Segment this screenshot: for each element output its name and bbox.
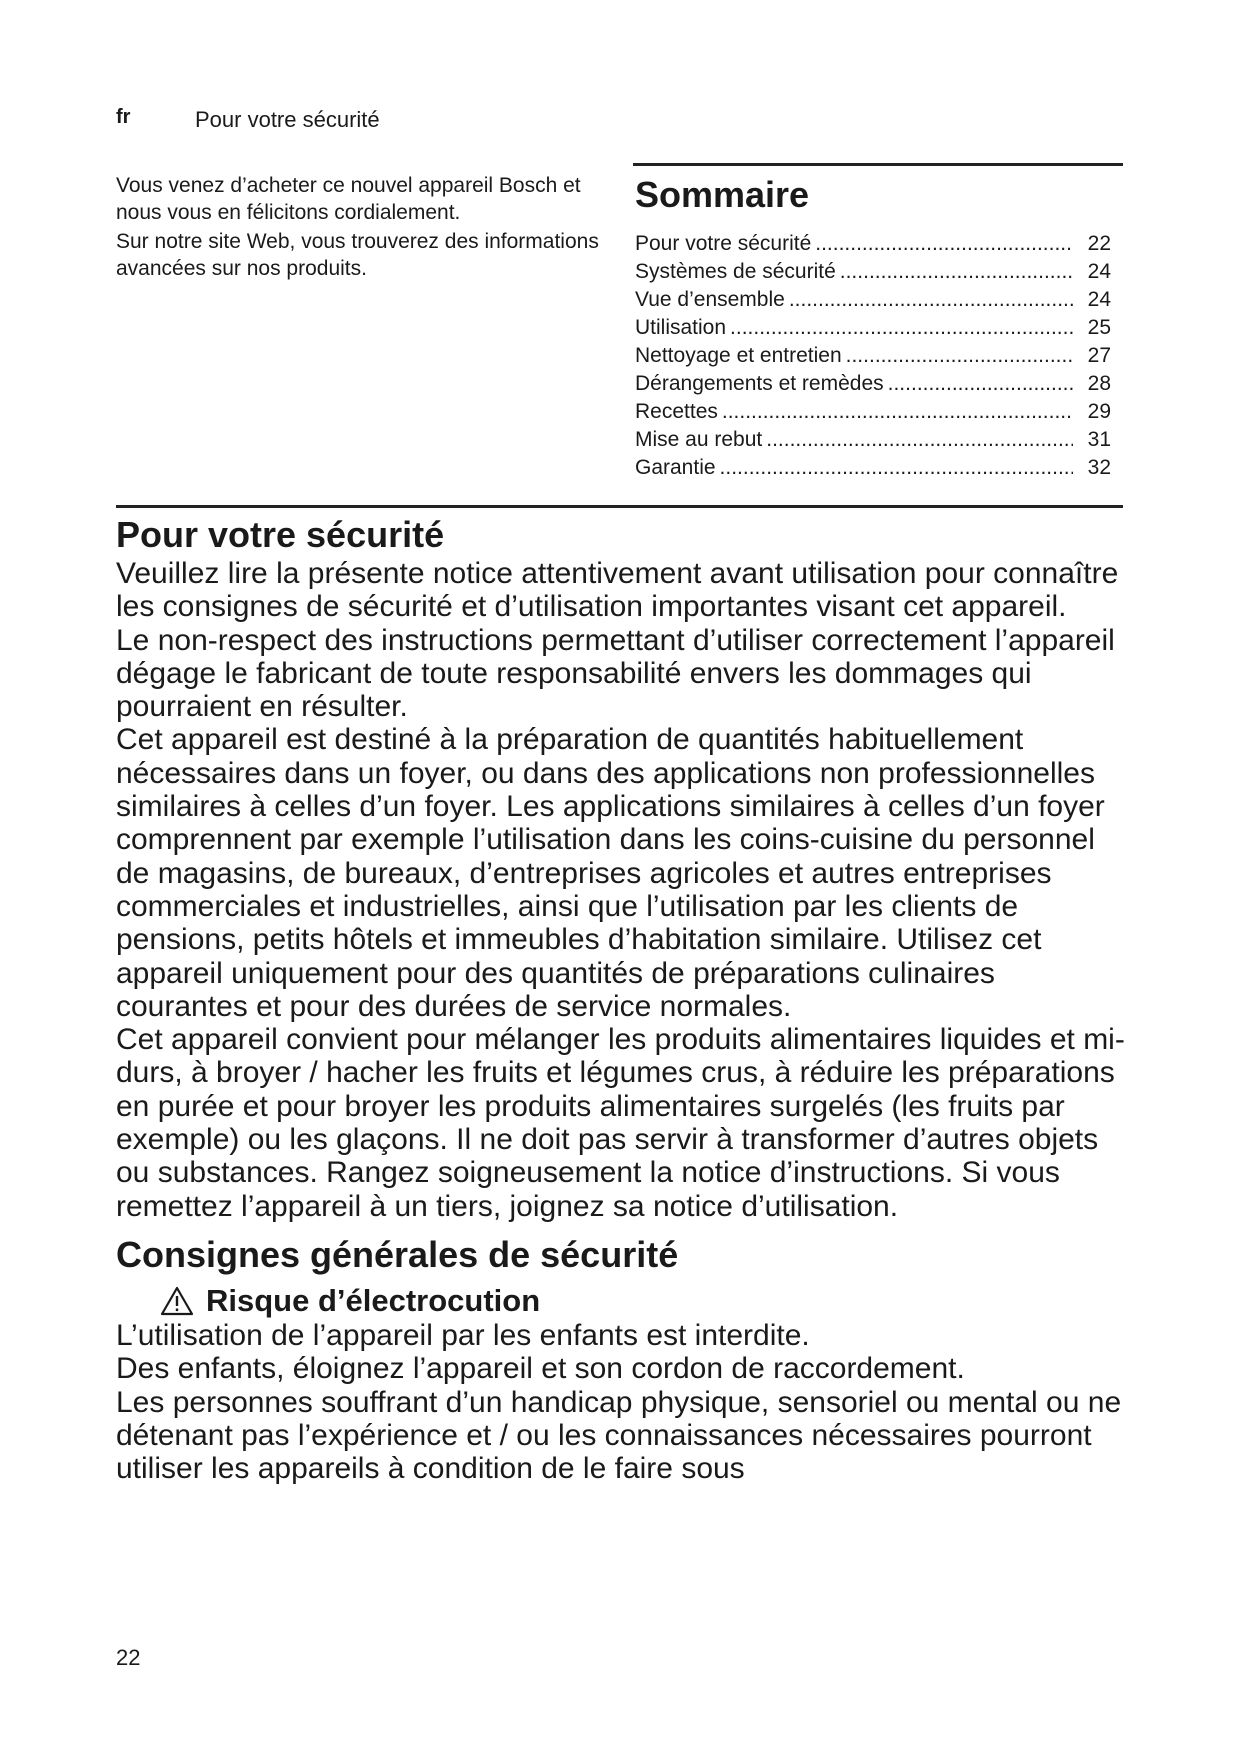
toc-entry-label: Dérangements et remèdes — [635, 372, 884, 395]
paragraph: Cet appareil convient pour mélanger les produits alimentaires liquides et mi-durs, à broyer / hacher les fruits et légumes crus, à réduire les préparations en purée et pour broyer les produits alimentaires surgelés (les fruits par exemple) ou les glaçons. Il ne doit pas servir à transformer d’autres objets ou substances. Rangez soigneusement la notice d’instructions. Si vous remettez l’appareil à un tiers, joignez sa notice d’utilisation. — [116, 1023, 1125, 1223]
toc-entry-label: Pour votre sécurité — [635, 232, 812, 255]
toc-entry[interactable] — [633, 314, 1123, 342]
section-heading-safety: Pour votre sécurité — [116, 514, 445, 555]
toc-leader-dots — [815, 230, 1073, 258]
section-divider — [116, 505, 1123, 508]
intro-paragraph-2: Sur notre site Web, vous trouverez des informations avancées sur nos produits. — [116, 230, 599, 280]
toc-entry-label: Recettes — [635, 400, 718, 423]
toc-entry-page: 24 — [1087, 288, 1111, 311]
toc-entry-page: 22 — [1087, 232, 1111, 255]
toc-leader-dots — [720, 454, 1073, 482]
paragraph: Des enfants, éloignez l’appareil et son cordon de raccordement. — [116, 1352, 965, 1386]
toc-entry[interactable] — [633, 370, 1123, 398]
toc-leader-dots — [840, 258, 1073, 286]
toc-entry[interactable] — [633, 398, 1123, 426]
intro-text — [116, 172, 616, 284]
toc-entry-label: Garantie — [635, 456, 716, 479]
toc-entry[interactable] — [633, 454, 1123, 482]
toc-leader-dots — [722, 398, 1073, 426]
table-of-contents — [633, 163, 1123, 482]
running-header: Pour votre sécurité — [195, 107, 380, 132]
toc-entry[interactable] — [633, 258, 1123, 286]
toc-entry-page: 31 — [1087, 428, 1111, 451]
toc-entry-page: 32 — [1087, 456, 1111, 479]
paragraph: Cet appareil est destiné à la préparation de quantités habituellement nécessaires dans un foyer, ou dans des applications non professionnelles similaires à celles d’un foyer. Les applications similaires à celles d’un foyer comprennent par exemple l’utilisation dans les coins-cuisine du personnel de magasins, de bureaux, d’entreprises agricoles et autres entreprises commerciales et industrielles, ainsi que l’utilisation par les clients de pensions, petits hôtels et immeubles d’habitation similaire. Utilisez cet appareil uniquement pour des quantités de préparations culinaires courantes et pour des durées de service normales. — [116, 723, 1105, 1023]
warning-triangle-icon — [160, 1286, 194, 1316]
toc-entry-page: 27 — [1087, 344, 1111, 367]
toc-entry[interactable] — [633, 286, 1123, 314]
toc-leader-dots — [730, 314, 1073, 342]
toc-entry-label: Utilisation — [635, 316, 727, 339]
toc-entry[interactable] — [633, 342, 1123, 370]
paragraph: Le non-respect des instructions permettant d’utiliser correctement l’appareil dégage le fabricant de toute responsabilité envers les dommages qui pourraient en résulter. — [116, 623, 1115, 724]
toc-entry[interactable] — [633, 230, 1123, 258]
toc-entry-page: 25 — [1087, 316, 1111, 339]
toc-entry-page: 24 — [1087, 260, 1111, 283]
section-heading-general-safety: Consignes générales de sécurité — [116, 1233, 679, 1275]
warning-heading — [160, 1283, 1126, 1319]
paragraph: L’utilisation de l’appareil par les enfants est interdite. — [116, 1318, 810, 1352]
paragraph: Veuillez lire la présente notice attentivement avant utilisation pour connaître les consignes de sécurité et d’utilisation importantes visant cet appareil. — [116, 557, 1119, 624]
toc-leader-dots — [846, 342, 1073, 370]
toc-entry-label: Mise au rebut — [635, 428, 763, 451]
intro-paragraph-1: Vous venez d’acheter ce nouvel appareil Bosch et nous vous en félicitons cordialement. — [116, 174, 581, 224]
toc-title: Sommaire — [635, 174, 810, 215]
toc-entry-label: Nettoyage et entretien — [635, 344, 842, 367]
warning-title: Risque d’électrocution — [206, 1282, 541, 1318]
toc-leader-dots — [888, 370, 1073, 398]
toc-entry[interactable] — [633, 426, 1123, 454]
toc-leader-dots — [766, 426, 1073, 454]
toc-entry-label: Systèmes de sécurité — [635, 260, 836, 283]
language-code: fr — [116, 106, 131, 128]
toc-entry-page: 29 — [1087, 400, 1111, 423]
main-content — [116, 513, 1126, 1485]
toc-entry-label: Vue d’ensemble — [635, 288, 785, 311]
page-number: 22 — [116, 1645, 141, 1670]
toc-leader-dots — [789, 286, 1073, 314]
toc-entry-page: 28 — [1087, 372, 1111, 395]
paragraph: Les personnes souffrant d’un handicap physique, sensoriel ou mental ou ne détenant pas l’expérience et / ou les connaissances nécessaires pourront utiliser les appareils à condition de le faire sous — [116, 1385, 1122, 1486]
